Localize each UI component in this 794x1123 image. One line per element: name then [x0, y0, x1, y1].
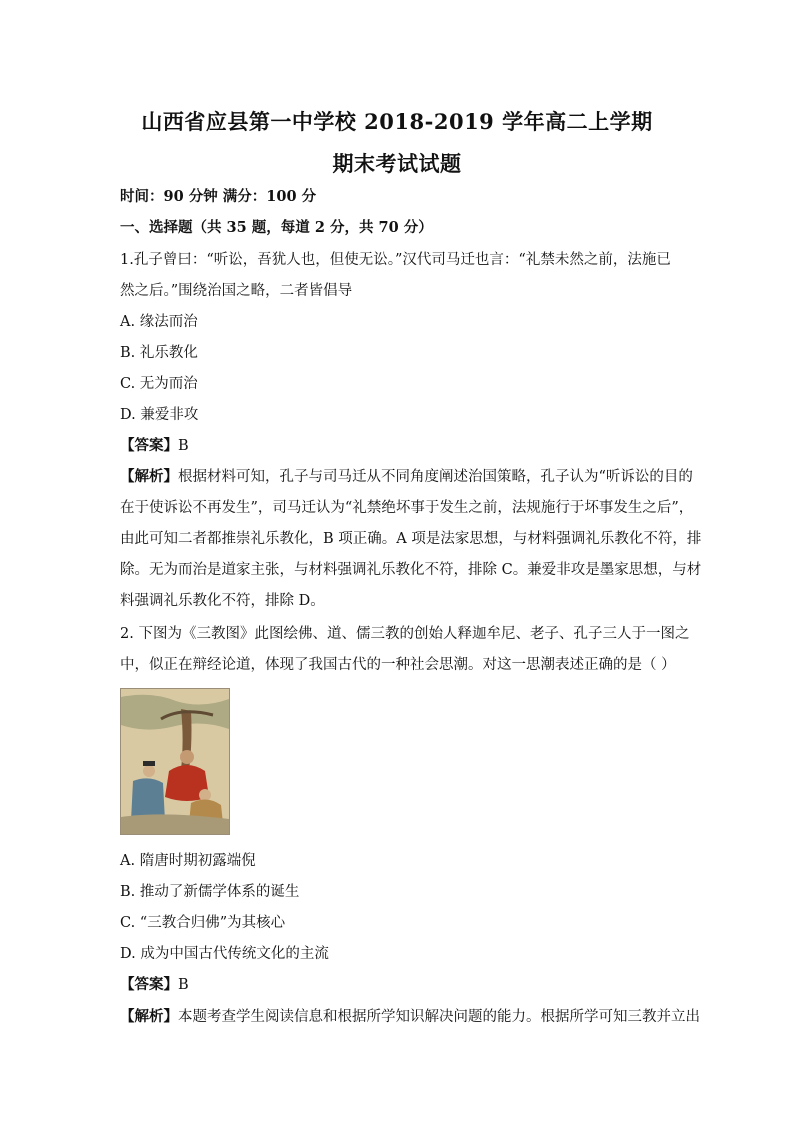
answer-tag: 【答案】 [120, 976, 178, 993]
painting-illustration [121, 689, 229, 834]
exam-meta: 时间：90 分钟 满分：100 分 [120, 188, 317, 205]
page-subtitle: 期末考试试题 [332, 151, 462, 176]
q1-option-c: C. 无为而治 [120, 376, 198, 392]
q1-option-b: B. 礼乐教化 [120, 345, 198, 361]
q2-option-a: A. 隋唐时期初露端倪 [120, 853, 256, 869]
answer-tag: 【答案】 [120, 437, 178, 454]
q1-option-d: D. 兼爱非攻 [120, 407, 199, 423]
answer-value: B [178, 977, 189, 993]
q1-analysis-line: 除。无为而治是道家主张，与材料强调礼乐教化不符，排除 C。兼爱非攻是墨家思想，与材 [120, 562, 702, 578]
analysis-text: 根据材料可知，孔子与司马迁从不同角度阐述治国策略，孔子认为“听诉讼的目的 [178, 469, 693, 485]
analysis-text: 本题考查学生阅读信息和根据所学知识解决问题的能力。根据所学可知三教并立出 [178, 1009, 700, 1025]
q2-answer [120, 975, 680, 995]
q2-option-c: C. “三教合归佛”为其核心 [120, 915, 286, 931]
q2-analysis-line [120, 1007, 700, 1027]
q1-answer [120, 436, 680, 456]
section-heading: 一、选择题（共 35 题，每道 2 分，共 70 分） [120, 219, 433, 236]
answer-value: B [178, 438, 189, 454]
q1-analysis-line [120, 467, 693, 487]
page-title: 山西省应县第一中学校 2018-2019 学年高二上学期 [141, 109, 653, 134]
sanjiao-painting-image [120, 688, 230, 835]
q1-analysis-line: 料强调礼乐教化不符，排除 D。 [120, 593, 325, 609]
q1-analysis-line: 由此可知二者都推崇礼乐教化，B 项正确。A 项是法家思想，与材料强调礼乐教化不符，排 [120, 531, 702, 547]
q1-stem-line: 然之后。”围绕治国之略，二者皆倡导 [120, 283, 353, 299]
analysis-tag: 【解析】 [120, 1008, 178, 1025]
q1-option-a: A. 缘法而治 [120, 314, 198, 330]
q2-option-d: D. 成为中国古代传统文化的主流 [120, 946, 329, 962]
q1-stem-line: 1.孔子曾曰：“听讼，吾犹人也，但使无讼。”汉代司马迁也言：“礼禁未然之前，法施已 [120, 252, 671, 268]
q2-option-b: B. 推动了新儒学体系的诞生 [120, 884, 300, 900]
q1-analysis-line: 在于使诉讼不再发生”，司马迁认为“礼禁绝坏事于发生之前，法规施行于坏事发生之后”， [120, 500, 694, 516]
q2-stem-line: 中，似正在辩经论道，体现了我国古代的一种社会思潮。对这一思潮表述正确的是（ ） [120, 657, 676, 673]
analysis-tag: 【解析】 [120, 468, 178, 485]
q2-stem-line: 2. 下图为《三教图》此图绘佛、道、儒三教的创始人释迦牟尼、老子、孔子三人于一图之 [120, 626, 690, 642]
